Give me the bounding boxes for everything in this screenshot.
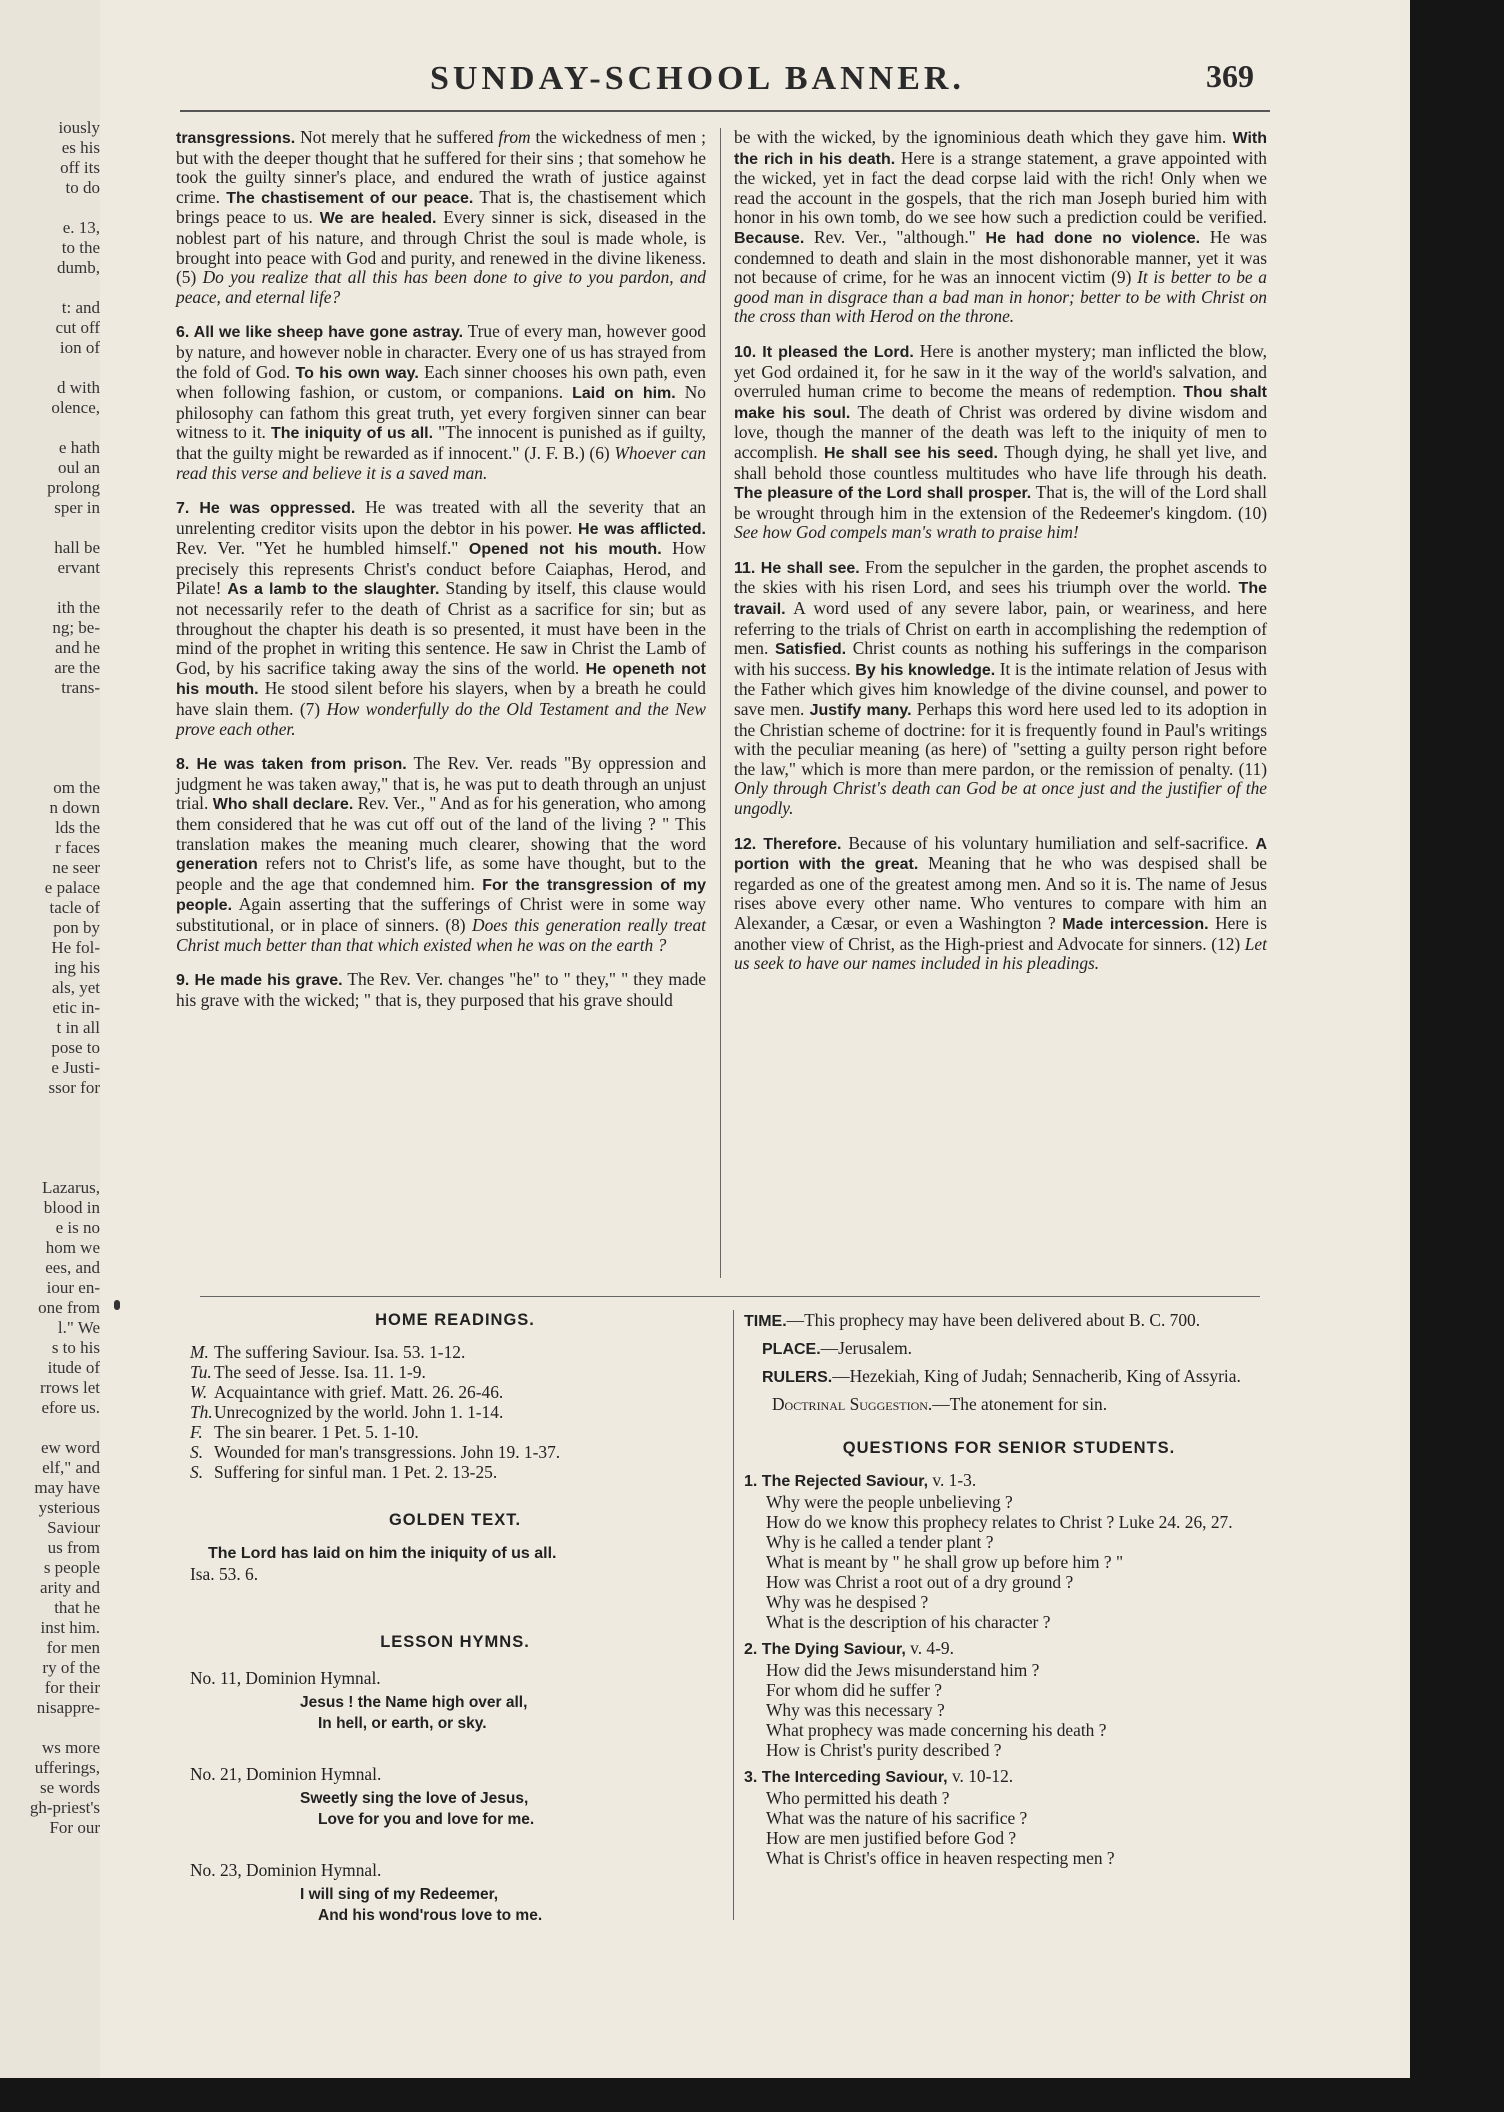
commentary-text: Every sinner is sick, diseased in the noblest part of his nature, and through Christ the soul is made whole, is brought into peace with God and purity, and renewed in the divine likeness. (5) xyxy=(176,207,706,288)
commentary-text: How precisely this represents Christ's conduct before Caiaphas, Herod, and Pilate! xyxy=(176,538,706,599)
commentary-text: The Rev. Ver. reads "By oppression and judgment he was taken away," that is, he was put to death through an unjust trial. xyxy=(176,753,707,814)
commentary-phrase: 8. He was taken from prison. xyxy=(176,756,407,774)
previous-page-line: e. 13, xyxy=(62,218,100,237)
commentary-phrase: A portion with the great. xyxy=(734,835,1267,874)
commentary-right-column xyxy=(734,128,1267,989)
question-item: How is Christ's purity described ? xyxy=(766,1740,1002,1760)
doctrinal-line xyxy=(772,1394,1274,1414)
commentary-phrase: To his own way. xyxy=(295,364,419,382)
commentary-text: He stood silent before his slayers, when by a breath he could have slain them. (7) xyxy=(176,678,707,720)
commentary-phrase: 7. He was oppressed. xyxy=(176,500,356,518)
previous-page-line: oul an xyxy=(57,458,100,477)
question-item: Why was this necessary ? xyxy=(766,1700,945,1720)
reading-text: The suffering Saviour. Isa. 53. 1-12. xyxy=(214,1342,466,1362)
commentary-question: Only through Christ's death can God be at once just and the justifier of the ungodly. xyxy=(734,778,1267,818)
previous-page-line: e is no xyxy=(55,1218,100,1237)
commentary-phrase: He openeth not his mouth. xyxy=(176,660,706,699)
previous-page-line: als, yet xyxy=(51,978,100,997)
question-item: Why was he despised ? xyxy=(766,1592,929,1612)
time-label: TIME. xyxy=(744,1313,787,1330)
commentary-phrase: 10. It pleased the Lord. xyxy=(734,343,914,361)
previous-page-line: dumb, xyxy=(57,258,100,277)
hymn-item xyxy=(190,1668,720,1734)
commentary-paragraph xyxy=(176,498,706,739)
previous-page-line: prolong xyxy=(47,478,100,497)
question-item: Who permitted his death ? xyxy=(766,1788,950,1808)
commentary-text: Because of his voluntary humiliation and self-sacrifice. xyxy=(841,832,1256,853)
commentary-phrase: 12. Therefore. xyxy=(734,835,842,853)
question-group-heading xyxy=(744,1470,1274,1492)
question-item: How did the Jews misunderstand him ? xyxy=(766,1660,1040,1680)
commentary-text: The death of Christ was ordered by divine wisdom and love, though the manner of the death was left to the iniquity of men to accomplish. xyxy=(734,401,1268,462)
commentary-phrase: By his knowledge. xyxy=(855,661,996,679)
commentary-text: Here is another view of Christ, as the High-priest and Advocate for sinners. (12) xyxy=(734,912,1267,954)
previous-page-line: iously xyxy=(58,118,100,137)
lower-right-column xyxy=(744,1310,1274,1868)
hymn-item xyxy=(190,1764,720,1830)
previous-page-line: Lazarus, xyxy=(41,1178,100,1197)
previous-page-line: and he xyxy=(55,638,100,657)
rulers-line xyxy=(744,1366,1274,1388)
commentary-paragraph xyxy=(176,970,706,1010)
commentary-text: No philosophy can fathom this great truth, yet every forgiven sinner can bear witness to it. xyxy=(176,382,707,443)
previous-page-line xyxy=(30,198,100,218)
previous-page-line: hall be xyxy=(54,538,100,557)
previous-page-line: Saviour xyxy=(47,1518,100,1537)
commentary-text: Here is a strange statement, a grave appointed with the wicked, yet in fact the dead corpse laid with the rich! Only when we read the account in the gospels, that the rich man Joseph buried him with honor in his own tomb, do we see how such a prediction could be verified. xyxy=(734,147,1268,228)
question-group-title: 3. The Interceding Saviour, xyxy=(744,1769,948,1786)
commentary-paragraph xyxy=(176,322,706,483)
previous-page-line: arity and xyxy=(40,1578,100,1597)
commentary-phrase: He was afflicted. xyxy=(578,520,707,538)
commentary-paragraph xyxy=(176,754,706,955)
page-number: 369 xyxy=(1206,58,1254,94)
reading-item xyxy=(190,1442,720,1462)
commentary-paragraph xyxy=(734,128,1267,327)
commentary-text: Rev. Ver., " And as for his generation, who among them considered that he was cut off out of the land of the living ? " This translation makes the meaning much clearer, showing that the word xyxy=(176,793,706,854)
commentary-phrase: transgressions. xyxy=(176,130,296,147)
place-label: PLACE. xyxy=(762,1341,821,1358)
hymn-line-1: I will sing of my Redeemer, xyxy=(300,1886,499,1903)
previous-page-line: t in all xyxy=(56,1018,100,1037)
hymn-number: No. 21, Dominion Hymnal. xyxy=(190,1764,382,1784)
previous-page-line xyxy=(30,758,100,778)
previous-page-line: l." We xyxy=(57,1318,100,1337)
commentary-phrase: We are healed. xyxy=(319,210,437,228)
previous-page-line: se words xyxy=(40,1778,100,1797)
previous-page-line: sper in xyxy=(54,498,100,517)
previous-page-line: ng; be- xyxy=(52,618,100,637)
previous-page-line: us from xyxy=(47,1538,100,1557)
commentary-text: A word used of any severe labor, pain, or weariness, and here referring to the trials of Christ on earth in accomplishing the redemption of men. xyxy=(734,598,1267,659)
commentary-text: From the sepulcher in the garden, the prophet ascends to the skies with his risen Lord, and sees his triumph over the world. xyxy=(734,556,1267,598)
commentary-text: Standing by itself, this clause would not necessarily refer to the death of Christ as a sacrifice for sin; but as throughout the chapter his death is so presented, it must have been in the mind of the prophet in writing this sentence. He saw in Christ the Lamb of God, by his sacrifice taking away the sins of the world. xyxy=(176,578,706,678)
reading-text: The seed of Jesse. Isa. 11. 1-9. xyxy=(214,1362,426,1382)
hymn-line-2: And his wond'rous love to me. xyxy=(318,1907,543,1924)
question-item: What prophecy was made concerning his death ? xyxy=(766,1720,1107,1740)
hymn-verse xyxy=(300,1788,720,1830)
question-item: What is the description of his character ? xyxy=(766,1612,1051,1632)
previous-page-line xyxy=(30,1158,100,1178)
commentary-phrase: As a lamb to the slaughter. xyxy=(227,581,440,599)
question-group xyxy=(744,1470,1274,1632)
previous-page-line: e Justi- xyxy=(51,1058,100,1077)
lesson-info xyxy=(744,1310,1274,1414)
commentary-text: be with the wicked, by the ignominious death which they gave him. xyxy=(734,127,1233,147)
question-group-ref: v. 10-12. xyxy=(947,1766,1014,1786)
header-rule xyxy=(180,110,1270,112)
commentary-phrase: Thou shalt make his soul. xyxy=(734,384,1267,422)
hymn-line-1: Jesus ! the Name high over all, xyxy=(300,1694,528,1711)
previous-page-line: om the xyxy=(53,778,100,797)
previous-page-line xyxy=(30,1118,100,1138)
previous-page-line xyxy=(30,578,100,598)
previous-page-line: He fol- xyxy=(51,938,100,957)
previous-page-line: may have xyxy=(34,1478,100,1497)
column-divider xyxy=(720,128,721,1278)
question-group-title: 1. The Rejected Saviour, xyxy=(744,1473,929,1490)
previous-page-line xyxy=(30,1418,100,1438)
commentary-phrase: He had done no violence. xyxy=(985,229,1201,247)
reading-text: Unrecognized by the world. John 1. 1-14. xyxy=(214,1402,504,1422)
previous-page-line: nisappre- xyxy=(36,1698,100,1717)
question-item: How do we know this prophecy relates to Christ ? Luke 24. 26, 27. xyxy=(766,1512,1233,1532)
commentary-text: Again asserting that the sufferings of Christ were in some way substitutional, or in place of sinners. (8) xyxy=(176,894,706,935)
time-line xyxy=(744,1310,1274,1332)
scan-border-bottom xyxy=(0,2078,1504,2112)
place-line xyxy=(762,1338,1274,1360)
question-item: How are men justified before God ? xyxy=(766,1828,1017,1848)
commentary-phrase: Made intercession. xyxy=(1062,915,1209,933)
commentary-paragraph xyxy=(734,558,1267,819)
rulers-text: —Hezekiah, King of Judah; Sennacherib, King of Assyria. xyxy=(832,1366,1241,1386)
previous-page-line: to do xyxy=(65,178,100,197)
commentary-text: Not merely that he suffered xyxy=(295,127,499,147)
commentary-text: Here is another mystery; man inflicted the blow, yet God ordained it, for he saw in it the way of the world's salvation, and overruled human crime to become the means of redemption. xyxy=(734,340,1267,402)
reading-item xyxy=(190,1402,720,1422)
commentary-phrase: generation xyxy=(176,856,258,874)
previous-page-line: inst him. xyxy=(40,1618,100,1637)
hymn-item xyxy=(190,1860,720,1926)
commentary-paragraph xyxy=(734,342,1267,543)
previous-page-line: d with xyxy=(57,378,100,397)
hymn-list xyxy=(190,1668,720,1926)
commentary-question: It is better to be a good man in disgrace than a bad man in honor; better to be with Christ on the cross than with Herod on the throne. xyxy=(734,267,1267,327)
reading-text: The sin bearer. 1 Pet. 5. 1-10. xyxy=(214,1422,419,1442)
hymn-line-1: Sweetly sing the love of Jesus, xyxy=(300,1790,529,1807)
commentary-text: the wickedness of men ; but with the deeper thought that he suffered for their sins ; that somehow he took the guilty sinner's place, and endured the wrath of justice against crime. xyxy=(176,127,706,207)
previous-page-line: ry of the xyxy=(42,1658,100,1677)
reading-text: Wounded for man's transgressions. John 19. 1-37. xyxy=(214,1442,561,1462)
previous-page-line: r faces xyxy=(55,838,100,857)
previous-page-line: ysterious xyxy=(38,1498,100,1517)
question-group-ref: v. 1-3. xyxy=(928,1470,977,1490)
reading-day: S. xyxy=(190,1442,204,1462)
reading-item xyxy=(190,1362,720,1382)
commentary-phrase: The chastisement of our peace. xyxy=(226,189,474,207)
previous-page-line: lds the xyxy=(55,818,100,837)
question-item: Why were the people unbelieving ? xyxy=(766,1492,1013,1512)
rulers-label: RULERS. xyxy=(762,1369,833,1386)
doctrinal-label: Doctrinal Suggestion. xyxy=(772,1394,933,1414)
commentary-paragraph xyxy=(734,834,1267,974)
reading-day: M. xyxy=(190,1342,209,1362)
previous-page-line: for their xyxy=(44,1678,100,1697)
commentary-phrase: For the transgression of my people. xyxy=(176,876,707,915)
reading-text: Acquaintance with grief. Matt. 26. 26-46. xyxy=(214,1382,504,1402)
golden-text-title: GOLDEN TEXT. xyxy=(388,1511,522,1529)
previous-page-line xyxy=(30,418,100,438)
commentary-phrase: Justify many. xyxy=(809,702,912,720)
reading-text: Suffering for sinful man. 1 Pet. 2. 13-25. xyxy=(214,1462,498,1482)
previous-page-line: that he xyxy=(54,1598,100,1617)
previous-page-line: e palace xyxy=(44,878,100,897)
question-item: What is Christ's office in heaven respecting men ? xyxy=(766,1848,1115,1868)
previous-page-line: ssor for xyxy=(48,1078,100,1097)
hymn-line-2: Love for you and love for me. xyxy=(318,1811,535,1828)
hymn-number: No. 23, Dominion Hymnal. xyxy=(190,1860,382,1880)
question-item: For whom did he suffer ? xyxy=(766,1680,942,1700)
commentary-phrase: 9. He made his grave. xyxy=(176,972,343,990)
place-text: —Jerusalem. xyxy=(820,1338,912,1358)
previous-page-line: ith the xyxy=(57,598,100,617)
lesson-hymns-section xyxy=(190,1632,720,1926)
previous-page-line: pon by xyxy=(53,918,100,937)
previous-page-line xyxy=(30,1718,100,1738)
previous-page-line xyxy=(30,1138,100,1158)
commentary-text: He was condemned to death and slain in the most dishonorable manner, yet it was not because of crime, for he was an innocent victim (9) xyxy=(734,226,1267,288)
previous-page-line: ervant xyxy=(57,558,100,577)
questions-title: QUESTIONS FOR SENIOR STUDENTS. xyxy=(842,1439,1176,1457)
previous-page-line: rrows let xyxy=(40,1378,100,1397)
section-rule xyxy=(200,1296,1260,1297)
time-text: —This prophecy may have been delivered about B. C. 700. xyxy=(786,1310,1201,1330)
previous-page-line: cut off xyxy=(55,318,100,337)
previous-page-line: ion of xyxy=(59,338,100,357)
commentary-phrase: The pleasure of the Lord shall prosper. xyxy=(734,485,1032,503)
commentary-text: That is, the chastisement which brings peace to us. xyxy=(176,186,706,228)
home-readings-title: HOME READINGS. xyxy=(375,1311,535,1329)
previous-page-line: trans- xyxy=(61,678,100,697)
previous-page-line: efore us. xyxy=(41,1398,100,1417)
reading-day: S. xyxy=(190,1462,204,1482)
golden-text: The Lord has laid on him the iniquity of us all. xyxy=(208,1545,557,1562)
question-item: What was the nature of his sacrifice ? xyxy=(766,1808,1028,1828)
previous-page-line: hom we xyxy=(45,1238,100,1257)
commentary-text: Perhaps this word here used led to its adoption in the Christian scheme of doctrine: for it is frequently found in Paul's writings with the peculiar meaning (as here) of "setting a guilty person right before the law," which is more than mere pardon, or the remission of penalty. (11) xyxy=(734,699,1267,779)
previous-page-line: For our xyxy=(49,1818,100,1837)
previous-page-text xyxy=(30,118,100,1838)
commentary-phrase: Satisfied. xyxy=(774,641,847,659)
golden-text-ref: Isa. 53. 6. xyxy=(190,1564,259,1584)
previous-page-line: ees, and xyxy=(45,1258,100,1277)
question-item: How was Christ a root out of a dry ground ? xyxy=(766,1572,1074,1592)
question-item: Why is he called a tender plant ? xyxy=(766,1532,994,1552)
previous-page-fragment xyxy=(0,0,106,2078)
questions-list xyxy=(744,1470,1274,1868)
commentary-text: "The innocent is punished as if guilty, that the guilty might be rewarded as if innocent." (J. F. B.) (6) xyxy=(176,422,706,463)
previous-page-line: gh-priest's xyxy=(29,1798,100,1817)
previous-page-line: olence, xyxy=(51,398,100,417)
question-group-heading xyxy=(744,1638,1274,1660)
commentary-phrase: With the rich in his death. xyxy=(734,130,1267,168)
previous-page-line xyxy=(30,698,100,718)
commentary-phrase: Opened not his mouth. xyxy=(468,541,662,559)
previous-page-line: e hath xyxy=(58,438,100,457)
commentary-question: Does this generation really treat Christ much better than that which existed when he was on the earth ? xyxy=(176,914,706,955)
home-readings-list xyxy=(190,1342,720,1482)
commentary-phrase: 6. All we like sheep have gone astray. xyxy=(176,324,464,342)
previous-page-line: ew word xyxy=(40,1438,100,1457)
hymn-number: No. 11, Dominion Hymnal. xyxy=(190,1668,381,1688)
previous-page-line: ing his xyxy=(54,958,100,977)
question-group xyxy=(744,1638,1274,1760)
commentary-question: Whoever can read this verse and believe it is a saved man. xyxy=(176,442,706,483)
commentary-question: from xyxy=(498,127,531,147)
previous-page-line: one from xyxy=(38,1298,100,1317)
commentary-phrase: Laid on him. xyxy=(572,385,676,403)
binding-mark xyxy=(114,1300,120,1310)
commentary-paragraph xyxy=(176,128,706,307)
previous-page-line: off its xyxy=(60,158,100,177)
reading-item xyxy=(190,1422,720,1442)
running-head: SUNDAY-SCHOOL BANNER. xyxy=(430,60,965,97)
commentary-text: Rev. Ver. "Yet he humbled himself." xyxy=(176,538,469,559)
previous-page-line: ws more xyxy=(41,1738,100,1757)
previous-page-line: pose to xyxy=(51,1038,100,1057)
previous-page-line xyxy=(30,1098,100,1118)
commentary-text: Each sinner chooses his own path, even when following fashion, or custom, or companions. xyxy=(176,361,707,403)
commentary-question: Let us seek to have our names included in his pleadings. xyxy=(734,933,1267,974)
previous-page-line: n down xyxy=(49,798,100,817)
scan-border-right xyxy=(1410,0,1504,2112)
reading-item xyxy=(190,1382,720,1402)
previous-page-line: to the xyxy=(61,238,100,257)
commentary-text: True of every man, however good by nature, and however noble in character. Every one of us has strayed from the fold of God. xyxy=(176,321,706,382)
previous-page-line: s to his xyxy=(51,1338,100,1357)
commentary-text: The Rev. Ver. changes "he" to " they," " they made his grave with the wicked; " that is, they purposed that his grave should xyxy=(176,969,706,1010)
previous-page-line: elf," and xyxy=(42,1458,100,1477)
commentary-phrase: The travail. xyxy=(734,580,1267,619)
commentary-text: That is, the will of the Lord shall be wrought through him in the extension of the Redeemer's kingdom. (10) xyxy=(734,482,1268,523)
commentary-text: It is the intimate relation of Jesus with the Father which gives him knowledge of the divine counsel, and power to save men. xyxy=(734,658,1267,720)
commentary-phrase: 11. He shall see. xyxy=(734,559,860,577)
reading-day: Tu. xyxy=(190,1362,212,1382)
commentary-text: Though dying, he shall yet live, and shall behold those countless multitudes who have life through his death. xyxy=(734,441,1267,483)
commentary-phrase: The iniquity of us all. xyxy=(270,425,434,443)
commentary-question: See how God compels man's wrath to praise him! xyxy=(734,522,1079,543)
previous-page-line: blood in xyxy=(43,1198,100,1217)
previous-page-line: t: and xyxy=(61,298,100,317)
lower-column-divider xyxy=(733,1310,734,1920)
commentary-text: Rev. Ver., "although." xyxy=(804,226,986,247)
question-group-title: 2. The Dying Saviour, xyxy=(744,1641,906,1658)
commentary-question: Do you realize that all this has been done to give to you pardon, and peace, and eternal life? xyxy=(176,267,706,307)
lesson-hymns-title: LESSON HYMNS. xyxy=(380,1633,530,1651)
previous-page-line: tacle of xyxy=(49,898,100,917)
hymn-line-2: In hell, or earth, or sky. xyxy=(318,1715,487,1732)
commentary-phrase: He shall see his seed. xyxy=(824,444,998,462)
previous-page-line: ufferings, xyxy=(34,1758,100,1777)
commentary-question: How wonderfully do the Old Testament and the New prove each other. xyxy=(176,699,706,739)
previous-page-line xyxy=(30,278,100,298)
question-group-ref: v. 4-9. xyxy=(905,1638,954,1658)
commentary-text: Christ counts as nothing his sufferings in the comparison with his success. xyxy=(734,638,1267,679)
reading-day: Th. xyxy=(190,1402,213,1422)
question-item: What is meant by " he shall grow up before him ? " xyxy=(766,1552,1124,1572)
previous-page-line: iour en- xyxy=(46,1278,100,1297)
previous-page-line: s people xyxy=(43,1558,100,1577)
previous-page-line: ne seer xyxy=(52,858,100,877)
question-group-heading xyxy=(744,1766,1274,1788)
reading-item xyxy=(190,1342,720,1362)
commentary-phrase: Because. xyxy=(734,229,805,247)
previous-page-line: for men xyxy=(46,1638,100,1657)
previous-page-line: itude of xyxy=(47,1358,100,1377)
previous-page-line: are the xyxy=(54,658,100,677)
reading-item xyxy=(190,1462,720,1482)
question-group xyxy=(744,1766,1274,1868)
doctrinal-text: —The atonement for sin. xyxy=(932,1394,1108,1414)
previous-page-line xyxy=(30,358,100,378)
previous-page-line: etic in- xyxy=(52,998,100,1017)
reading-day: W. xyxy=(190,1382,208,1402)
commentary-text: He was treated with all the severity that an unrelenting creditor visits upon the debtor in his power. xyxy=(176,497,706,538)
commentary-text: refers not to Christ's life, as some have thought, but to the people and the age that condemned him. xyxy=(176,853,706,894)
reading-day: F. xyxy=(190,1422,203,1442)
lower-left-column xyxy=(190,1310,720,1926)
commentary-left-column xyxy=(176,128,706,1025)
hymn-verse xyxy=(300,1692,720,1734)
previous-page-line xyxy=(30,718,100,738)
previous-page-line xyxy=(30,738,100,758)
previous-page-line xyxy=(30,518,100,538)
commentary-text: Meaning that he who was despised shall be regarded as one of the greatest among men. And so it is. The name of Jesus rises above every other name. Who ventures to compare with him an Alexander, a Cæsar, or even a Washington ? xyxy=(734,853,1267,933)
golden-text-section xyxy=(190,1510,720,1584)
previous-page-line: es his xyxy=(61,138,100,157)
hymn-verse xyxy=(300,1884,720,1926)
commentary-phrase: Who shall declare. xyxy=(212,796,354,814)
